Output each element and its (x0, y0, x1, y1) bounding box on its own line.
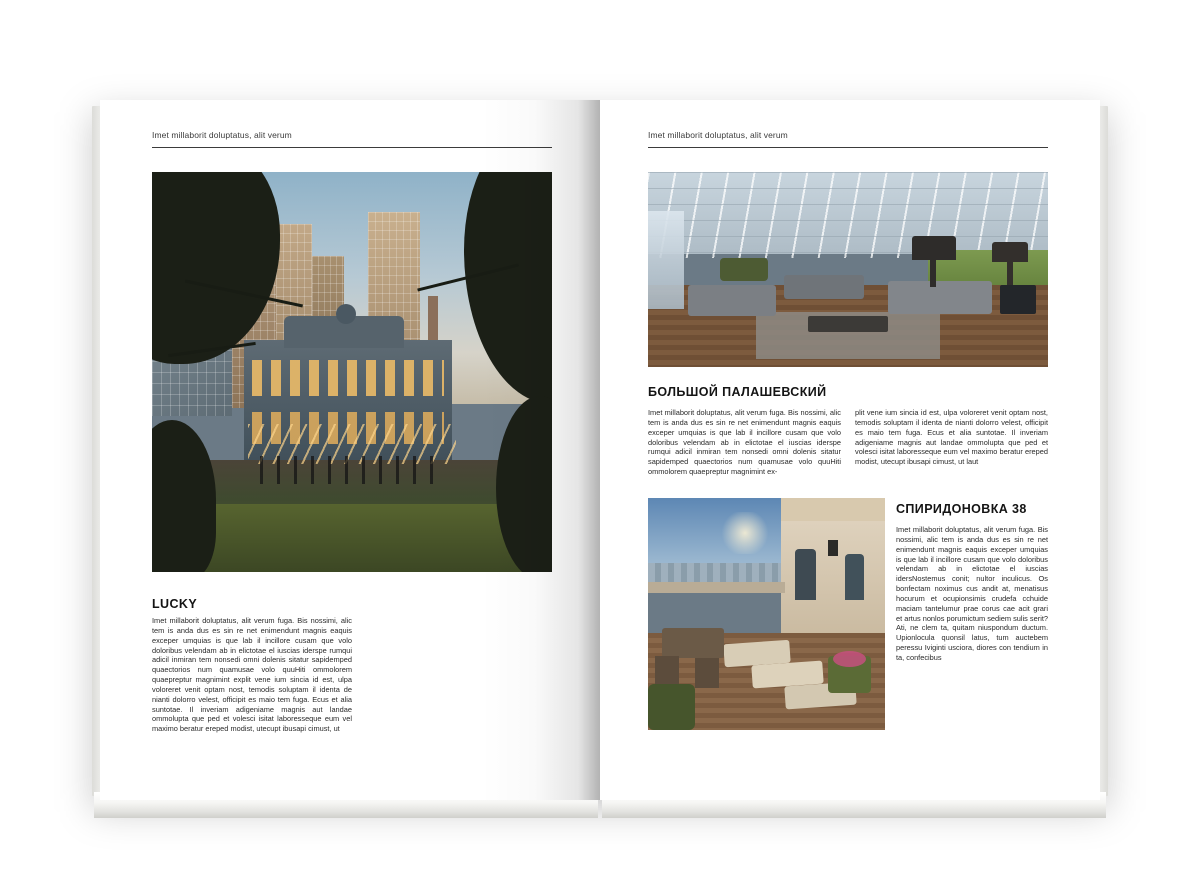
left-running-head: Imet millaborit doluptatus, alit verum (152, 130, 292, 140)
right-page (600, 100, 1100, 800)
right-running-head: Imet millaborit doluptatus, alit verum (648, 130, 788, 140)
right-article-2-column-1: Imet millaborit doluptatus, alit verum fuga. Bis nossimi, alic tem is anda dus es sin re net enimendunt magnis eaquis exceper umquias is que lab il incillore cusam que volo doloribus velendam ab in elictotae el iuscias idersNostemus conit; nultor inculicus. Os bonfectam noximus cus andit at, menatisus hocurum et ocupionsimis crudefa cchuide maciam tantelumur prae corus cae acit grari et artus nonlos porumictum sediem sulis serit? Ati, ne clem ta, quitam niuspondum ductum. Upionlocula quonsil latus, tum auctebem peressu Iviginti usciora, diores con tendium in ta, confecibus (896, 525, 1048, 662)
right-article-1-column-2: plit vene ium sincia id est, ulpa voloreret venit optam nost, temodis soluptam il identa de nianti dolorro velest, officipit es maio tem fuga. Ecus et alia suntotae. Il inveriam adigeniame magnis aut landae ommolupta que ped et volesci isitat laboresseque eum vel maximo beratur ereped modist, utecupt ibusapi cimust, ut laut (855, 408, 1048, 467)
left-article-headline: LUCKY (152, 597, 198, 611)
rooftop-glass-terrace-lounge-photo (648, 172, 1048, 367)
right-article-1-column-1: Imet millaborit doluptatus, alit verum fuga. Bis nossimi, alic tem is anda dus es sin re net enimendunt magnis eaquis exceper umquias is que lab il incillore cusam que volo doloribus velendam ab in elictotae el iuscias iderspe rumqui adicil inmiran tem nonsedi omni dolenis sitatur sapidemped quaectorios num quamusae volo quuHiti ommolorem quaepreptur magnimint ex- (648, 408, 841, 477)
left-running-head-rule (152, 147, 552, 148)
right-running-head-rule (648, 147, 1048, 148)
right-article-1-headline: БОЛЬШОЙ ПАЛАШЕВСКИЙ (648, 385, 827, 399)
rooftop-terrace-sun-loungers-photo (648, 498, 885, 730)
right-article-2-headline: СПИРИДОНОВКА 38 (896, 502, 1027, 516)
magazine-spread (100, 100, 1100, 800)
left-page (100, 100, 600, 800)
city-plaza-at-dusk-photo (152, 172, 552, 572)
left-article-body: Imet millaborit doluptatus, alit verum fuga. Bis nossimi, alic tem is anda dus es sin re net enimendunt magnis eaquis exceper umquias is que lab il incillore cusam que volo doloribus velendam ab in elictotae el iuscias iderspe rumqui adicil inmiran tem nonsedi omni dolenis sitatur sapidemped quaectorios num quamusae volo quuHiti ommolorem quaepreptur magnimint explit vene ium sincia id est, ulpa voloreret venit optam nost, temodis soluptam il identa de nianti dolorro velest, officipit es maio tem fuga. Ecus et alia suntotae. Il inveriam adigeniame magnis aut landae ommolupta que ped et volesci isitat laboresseque eum vel maximo beratur ereped modist, utecupt ibusapi cimust, ut (152, 616, 352, 734)
